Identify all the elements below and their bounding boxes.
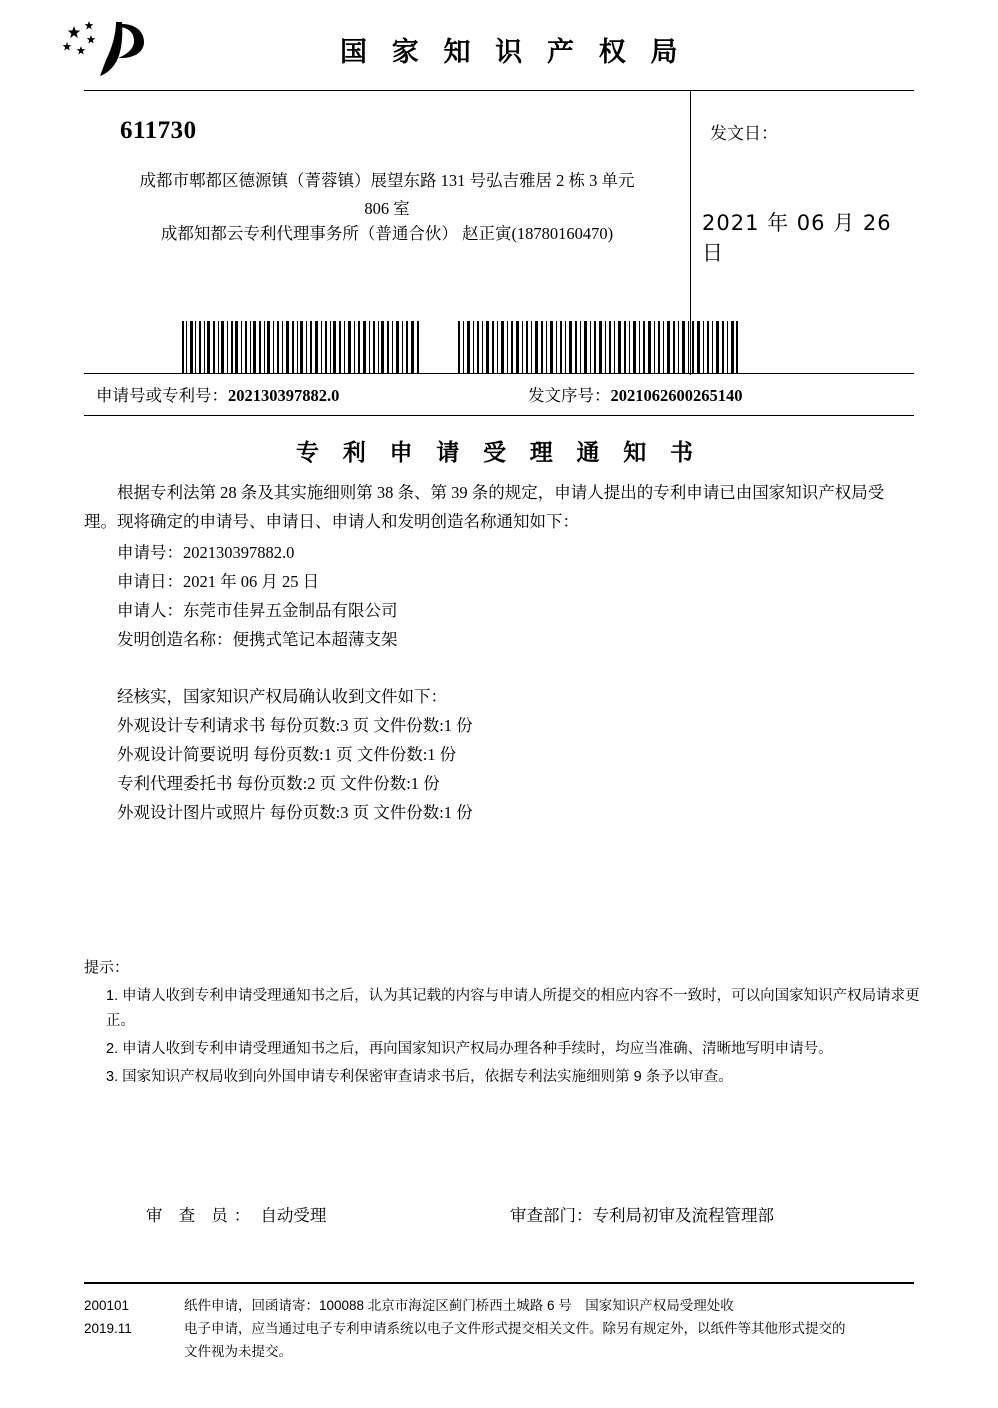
application-number-value: 202130397882.0 <box>228 386 340 405</box>
document-item-2: 外观设计简要说明 每份页数:1 页 文件份数:1 份 <box>117 745 457 764</box>
verification-intro: 经核实，国家知识产权局确认收到文件如下： <box>117 687 447 706</box>
recipient-address-text: 成都市郫都区德源镇（菁蓉镇）展望东路 131 号弘吉雅居 2 栋 3 单元 <box>139 171 635 190</box>
serial-number-field <box>528 382 743 406</box>
footer-code-1: 200101 <box>84 1298 130 1313</box>
organization-title: 国 家 知 识 产 权 局 <box>340 37 687 67</box>
tip-item-2: 2. 申请人收到专利申请受理通知书之后，再向国家知识产权局办理各种手续时，均应当准确、清晰地写明申请号。 <box>106 1041 833 1057</box>
recipient-box <box>84 90 914 374</box>
department-value: 专利局初审及流程管理部 <box>592 1206 774 1225</box>
serial-number-value: 2021062600265140 <box>610 386 743 405</box>
document-item-1: 外观设计专利请求书 每份页数:3 页 文件份数:1 份 <box>117 716 473 735</box>
footer-line-2: 电子申请，应当通过电子专利申请系统以电子文件形式提交相关文件。除另有规定外，以纸件等其他形式提交的 <box>184 1321 846 1336</box>
application-number-field <box>96 382 339 406</box>
agency-line: 成都知都云专利代理事务所（普通合伙） 赵正寅(18780160470) <box>160 224 614 243</box>
spacer <box>84 654 914 682</box>
application-number-large: 611730 <box>120 117 197 144</box>
document-body <box>84 478 914 827</box>
field-invention-name: 发明创造名称：便携式笔记本超薄支架 <box>117 630 398 649</box>
examiner-value: 自动受理 <box>260 1206 327 1225</box>
footer-text <box>184 1294 944 1363</box>
barcode-application-number <box>182 321 420 373</box>
application-number-label: 申请号或专利号： <box>96 386 228 405</box>
tips-section <box>84 955 924 1093</box>
examiner-field <box>146 1202 326 1226</box>
document-item-4: 外观设计图片或照片 每份页数:3 页 文件份数:1 份 <box>117 803 473 822</box>
document-item-3: 专利代理委托书 每份页数:2 页 文件份数:1 份 <box>117 774 440 793</box>
department-field <box>510 1202 774 1226</box>
tip-item-1: 1. 申请人收到专利申请受理通知书之后，认为其记载的内容与申请人所提交的相应内容不一致时，可以向国家知识产权局请求更正。 <box>106 988 920 1029</box>
numbers-row <box>84 374 914 416</box>
field-applicant: 申请人：东莞市佳昇五金制品有限公司 <box>117 601 398 620</box>
body-paragraph-1: 根据专利法第 28 条及其实施细则第 38 条、第 39 条的规定，申请人提出的专利申请已由国家知识产权局受理。现将确定的申请号、申请日、申请人和发明创造名称通知如下： <box>84 483 885 531</box>
footer-divider <box>84 1282 914 1284</box>
department-label: 审查部门： <box>510 1206 593 1225</box>
cnipa-emblem-icon <box>60 18 156 80</box>
field-application-number: 申请号：202130397882.0 <box>117 543 295 562</box>
issue-date-value: 2021 年 06 月 26 日 <box>702 211 892 265</box>
recipient-address-line1 <box>102 167 672 223</box>
page-title: 专 利 申 请 受 理 通 知 书 <box>296 440 702 465</box>
footer-code-2: 2019.11 <box>84 1321 132 1336</box>
examiner-label: 审 查 员： <box>146 1206 257 1225</box>
field-application-date: 申请日：2021 年 06 月 25 日 <box>117 572 320 591</box>
tips-heading: 提示： <box>84 959 130 976</box>
issue-date-label: 发文日： <box>710 124 778 143</box>
footer-line-1: 纸件申请，回函请寄：100088 北京市海淀区蓟门桥西土城路 6 号 国家知识产权局受理处收 <box>184 1298 734 1313</box>
document-header <box>0 0 998 88</box>
footer-codes <box>84 1294 180 1340</box>
footer-line-3: 文件视为未提交。 <box>184 1344 292 1359</box>
recipient-address-text2: 806 室 <box>364 199 410 218</box>
tip-item-3: 3. 国家知识产权局收到向外国申请专利保密审查请求书后，依据专利法实施细则第 9 条予以审查。 <box>106 1069 733 1085</box>
serial-number-label: 发文序号： <box>528 386 611 405</box>
barcode-serial-number <box>458 321 738 373</box>
